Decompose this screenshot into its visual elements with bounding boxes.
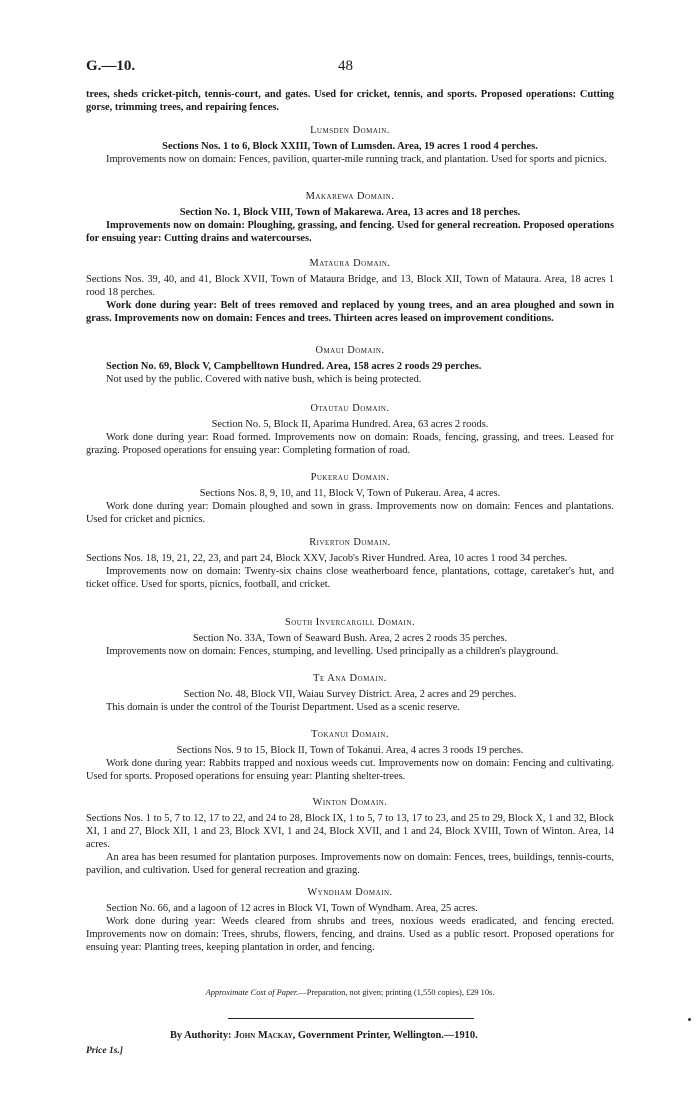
section-title: Otautau Domain. xyxy=(310,403,390,414)
section-title: Wyndham Domain. xyxy=(307,887,393,898)
section-title: Riverton Domain. xyxy=(309,537,391,548)
cost-of-paper xyxy=(86,988,614,997)
section-line: Section No. 1, Block VIII, Town of Makarewa. Area, 13 acres and 18 perches. xyxy=(179,207,521,218)
section-title: Pukerau Domain. xyxy=(310,472,390,483)
paper-reference: G.—10. xyxy=(86,58,136,74)
section-line: Work done during year: Domain ploughed and sown in grass. Improvements now on domain: Fences and plantations. Used for cricket and picnics. xyxy=(86,501,614,525)
section-line: Sections Nos. 1 to 6, Block XXIII, Town of Lumsden. Area, 19 acres 1 rood 4 perches. xyxy=(162,141,538,152)
cost-label: Approximate Cost of Paper. xyxy=(205,988,299,997)
section-lumsden xyxy=(86,124,614,166)
section-otautau xyxy=(86,402,614,457)
section-line: Not used by the public. Covered with native bush, which is being protected. xyxy=(106,374,422,385)
section-line: Section No. 5, Block II, Aparima Hundred. Area, 63 acres 2 roods. xyxy=(211,419,489,430)
section-line: Sections Nos. 9 to 15, Block II, Town of Tokanui. Area, 4 acres 3 roods 19 perches. xyxy=(176,745,524,756)
intro-text: trees, sheds cricket-pitch, tennis-court, and gates. Used for cricket, tennis, and sports. Proposed operations: Cutting gorse, trimming trees, and repairing fences. xyxy=(86,89,614,113)
section-line: Section No. 48, Block VII, Waiau Survey District. Area, 2 acres and 29 perches. xyxy=(183,689,517,700)
section-line: Improvements now on domain: Twenty-six chains close weatherboard fence, plantations, cottage, caretaker's hut, and ticket office. Used for sports, picnics, football, and cricket. xyxy=(86,566,614,590)
section-line: Work done during year: Road formed. Improvements now on domain: Roads, fencing, grassing, and trees. Leased for grazing. Proposed operations for ensuing year: Completing formation of road. xyxy=(86,432,614,456)
section-te-ana xyxy=(86,672,614,714)
section-wyndham xyxy=(86,886,614,954)
price-label: Price 1s.] xyxy=(86,1046,123,1056)
page-number: 48 xyxy=(338,58,353,74)
section-line: Sections Nos. 1 to 5, 7 to 12, 17 to 22, and 24 to 28, Block IX, 1 to 5, 7 to 13, 17 to 23, and 25 to 29, Block X, 1 and 32, Block XI, 1 and 27, Block XII, 1 and 23, Block XVI, 1 and 24, Block XVII, and 1 and 24, Block XVIII, Town of Winton. Area, 14 acres. xyxy=(86,813,614,850)
authority-line xyxy=(170,1030,478,1041)
section-title: Mataura Domain. xyxy=(309,258,391,269)
section-pukerau xyxy=(86,471,614,526)
section-mataura xyxy=(86,257,614,325)
section-line: Work done during year: Belt of trees removed and replaced by young trees, and an area ploughed and sown in grass. Improvements now on domain: Fences and trees. Thirteen acres leased on improvement conditions. xyxy=(86,300,614,324)
section-line: Section No. 33A, Town of Seaward Bush. Area, 2 acres 2 roods 35 perches. xyxy=(192,633,508,644)
section-omaui xyxy=(86,344,614,386)
section-title: Makarewa Domain. xyxy=(305,191,395,202)
section-title: Lumsden Domain. xyxy=(310,125,390,136)
section-title: Winton Domain. xyxy=(312,797,388,808)
cost-text: —Preparation, not given; printing (1,550 copies), £29 10s. xyxy=(298,988,495,997)
section-line: This domain is under the control of the Tourist Department. Used as a scenic reserve. xyxy=(106,702,460,713)
section-line: Work done during year: Weeds cleared from shrubs and trees, noxious weeds eradicated, and fencing erected. Improvements now on domain: Trees, shrubs, flowers, fencing, and drains. Used as a public resort. Proposed operations for ensuing year: Planting trees, keeping plantation in order, and fencing. xyxy=(86,916,614,953)
authority-suffix: , Government Printer, Wellington.—1910. xyxy=(292,1030,478,1041)
section-line: Sections Nos. 18, 19, 21, 22, 23, and part 24, Block XXV, Jacob's River Hundred. Area, 10 acres 1 rood 34 perches. xyxy=(86,553,568,564)
authority-prefix: By Authority: xyxy=(170,1030,232,1041)
section-line: Section No. 66, and a lagoon of 12 acres in Block VI, Town of Wyndham. Area, 25 acres. xyxy=(106,903,478,914)
section-south-invercargill xyxy=(86,616,614,658)
footer-divider xyxy=(228,1018,474,1019)
intro-paragraph xyxy=(86,88,614,114)
section-title: South Invercargill Domain. xyxy=(284,617,416,628)
section-line: Sections Nos. 39, 40, and 41, Block XVII, Town of Mataura Bridge, and 13, Block XII, Town of Mataura. Area, 18 acres 1 rood 18 perches. xyxy=(86,274,614,298)
section-line: Improvements now on domain: Fences, stumping, and levelling. Used principally as a children's playground. xyxy=(106,646,559,657)
section-line: Sections Nos. 8, 9, 10, and 11, Block V, Town of Pukerau. Area, 4 acres. xyxy=(199,488,501,499)
section-makarewa xyxy=(86,190,614,245)
section-title: Te Ana Domain. xyxy=(313,673,387,684)
section-line: Section No. 69, Block V, Campbelltown Hundred. Area, 158 acres 2 roods 29 perches. xyxy=(106,361,482,372)
section-line: An area has been resumed for plantation purposes. Improvements now on domain: Fences, trees, buildings, tennis-courts, pavilion, and cultivation. Used for general recreation and grazing. xyxy=(86,852,614,876)
section-riverton xyxy=(86,536,614,591)
section-title: Omaui Domain. xyxy=(315,345,385,356)
section-line: Improvements now on domain: Fences, pavilion, quarter-mile running track, and plantation. Used for sports and picnics. xyxy=(106,154,607,165)
section-title: Tokanui Domain. xyxy=(311,729,389,740)
section-winton xyxy=(86,796,614,877)
printer-name: John Mackay xyxy=(234,1030,293,1041)
section-tokanui xyxy=(86,728,614,783)
page-mark xyxy=(688,1018,691,1021)
section-line: Improvements now on domain: Ploughing, grassing, and fencing. Used for general recreation. Proposed operations for ensuing year: Cutting drains and watercourses. xyxy=(86,220,614,244)
section-line: Work done during year: Rabbits trapped and noxious weeds cut. Improvements now on domain: Fencing and cultivating. Used for sports. Proposed operations for ensuing year: Planting shelter-trees. xyxy=(86,758,614,782)
